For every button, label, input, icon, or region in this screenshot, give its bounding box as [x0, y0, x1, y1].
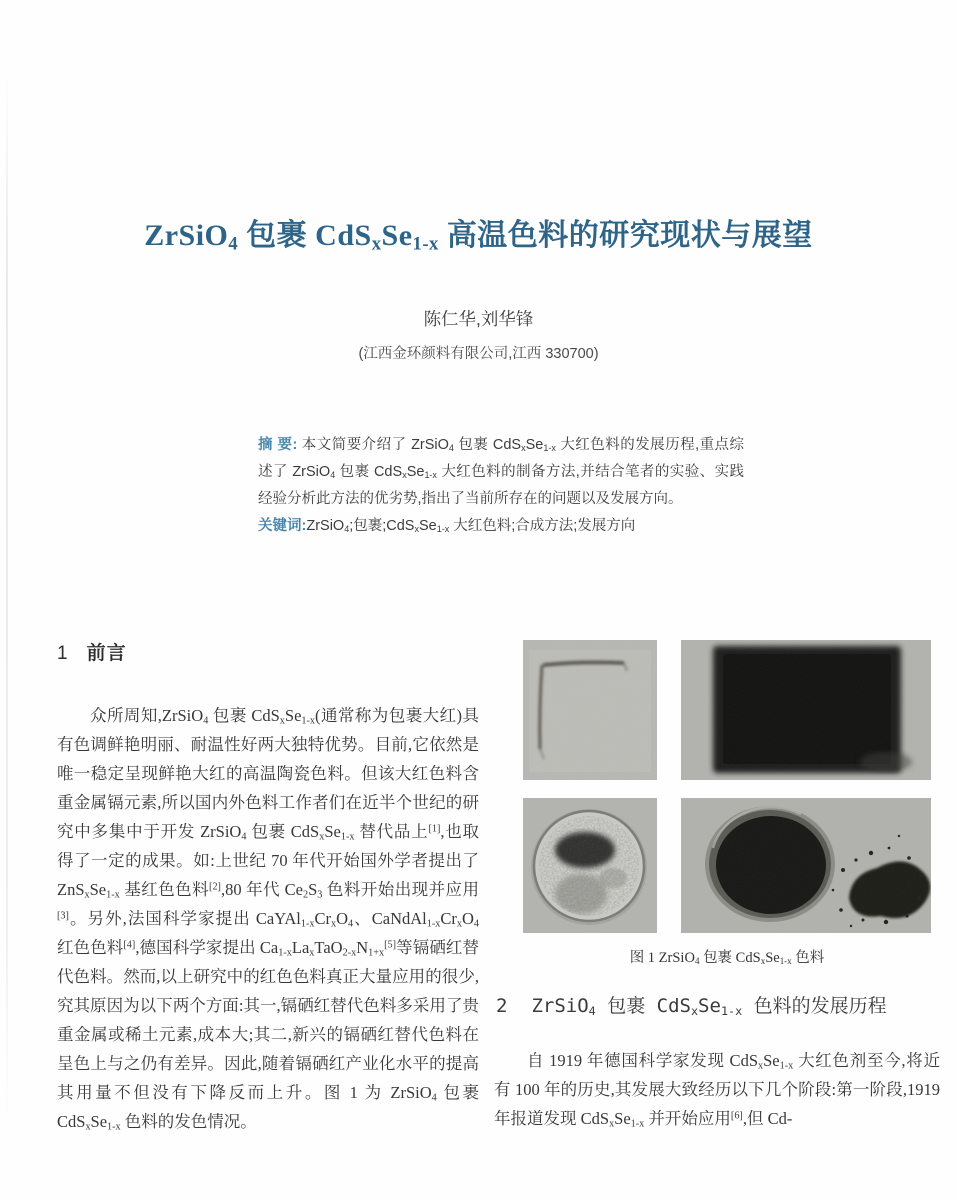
keywords-paragraph	[258, 513, 744, 540]
figure-1-caption: 图 1 ZrSiO$_4$ 包裹 $CdS_xSe_{1-x}$ 色料	[629, 950, 825, 967]
keywords-label: 关键词:	[258, 518, 307, 534]
section-2-paragraph: 自 1919 年德国科学家发现 $CdS_xSe_{1-x}$ 大红色剂至今,将近有 100 年的历史,其发展大致经历以下几个阶段:第一阶段,1919 年报道发现 $CdS_xSe_{1-x}$ 并开始应用[6],但 Cd-	[494, 1051, 941, 1130]
dark-pigment-powder-dish-photo	[681, 798, 931, 933]
section-2-number: 2	[496, 995, 508, 1017]
abstract-paragraph	[258, 432, 744, 513]
abstract-text: 本文简要介绍了 ZrSiO$_4$ 包裹 $CdS_xSe_{1-x}$ 大红色料的发展历程,重点综述了 ZrSiO$_4$ 包裹 $CdS_xSe_{1-x}$ 大红色料的制备方法,并结合笔者的实验、实践经验分析此方法的优劣势,指出了当前所存在的问题以及发展方向。	[258, 437, 745, 507]
keywords-text: ZrSiO$_4$;包裹$;CdS_xSe_{1-x}$ 大红色料;合成方法;发展方向	[306, 518, 636, 535]
right-column	[494, 640, 940, 1133]
paper-title: ZrSiO$_4$ 包裹 $CdS_xSe_{1-x}$ 高温色料的研究现状与展望	[144, 219, 813, 255]
figure-1	[494, 640, 940, 967]
abstract-label: 摘 要:	[258, 437, 298, 453]
section-1-title: 前言	[86, 643, 127, 664]
dark-fired-tile-photo	[681, 640, 931, 780]
authors: 陈仁华,刘华锋	[423, 309, 534, 329]
figure-1-photo-grid	[523, 640, 940, 933]
affiliation: (江西金环颜料有限公司,江西 330700)	[358, 346, 599, 362]
section-1-heading	[57, 638, 479, 665]
section-1-paragraph: 众所周知,ZrSiO$_4$ 包裹 $CdS_xSe_{1-x}$(通常称为包裹大红)具有色调鲜艳明丽、耐温性好两大独特优势。目前,它依然是唯一稳定呈现鲜艳大红的高温陶瓷色料。但该大红色料含重金属镉元素,所以国内外色料工作者们在近半个世纪的研究中多集中于开发 ZrSiO$_4$ 包裹 $CdS_xSe_{1-x}$ 替代品上[1],也取得了一定的成果。如:上世纪 70 年代开始国外学者提出了 $ZnS_xSe_{1-x}$ 基红色色料[2],80 年代 $Ce_2S_3$ 色料开始出现并应用[3]。另外,法国科学家提出 $CaYAl_{1-x}Cr_xO_4$、$CaNdAl_{1-x}Cr_xO_4$ 红色色料[4],德国科学家提出 $Ca_{1-x}La_xTaO_{2-x}N_{1+x}[5]$等镉硒红替代色料。然而,以上研究中的红色色料真正大量应用的很少,究其原因为以下两个方面:其一,镉硒红替代色料多采用了贵重金属或稀土元素,成本大;其二,新兴的镉硒红替代色料在呈色上与之仍有差异。因此,随着镉硒红产业化水平的提高其用量不但没有下降反而上升。图 1 为 ZrSiO$_4$ 包裹 $CdS_xSe_{1-x}$ 色料的发色情况。	[57, 706, 480, 1133]
abstract-block	[258, 432, 744, 540]
left-column	[57, 638, 479, 1136]
section-2-title: ZrSiO$_4$ 包裹 $CdS_xSe_{1-x}$ 色料的发展历程	[531, 995, 887, 1018]
section-2-heading	[496, 991, 940, 1018]
light-glazed-tile-photo	[523, 640, 657, 780]
light-pigment-powder-dish-photo	[523, 798, 657, 933]
section-1-number: 1	[57, 643, 69, 664]
